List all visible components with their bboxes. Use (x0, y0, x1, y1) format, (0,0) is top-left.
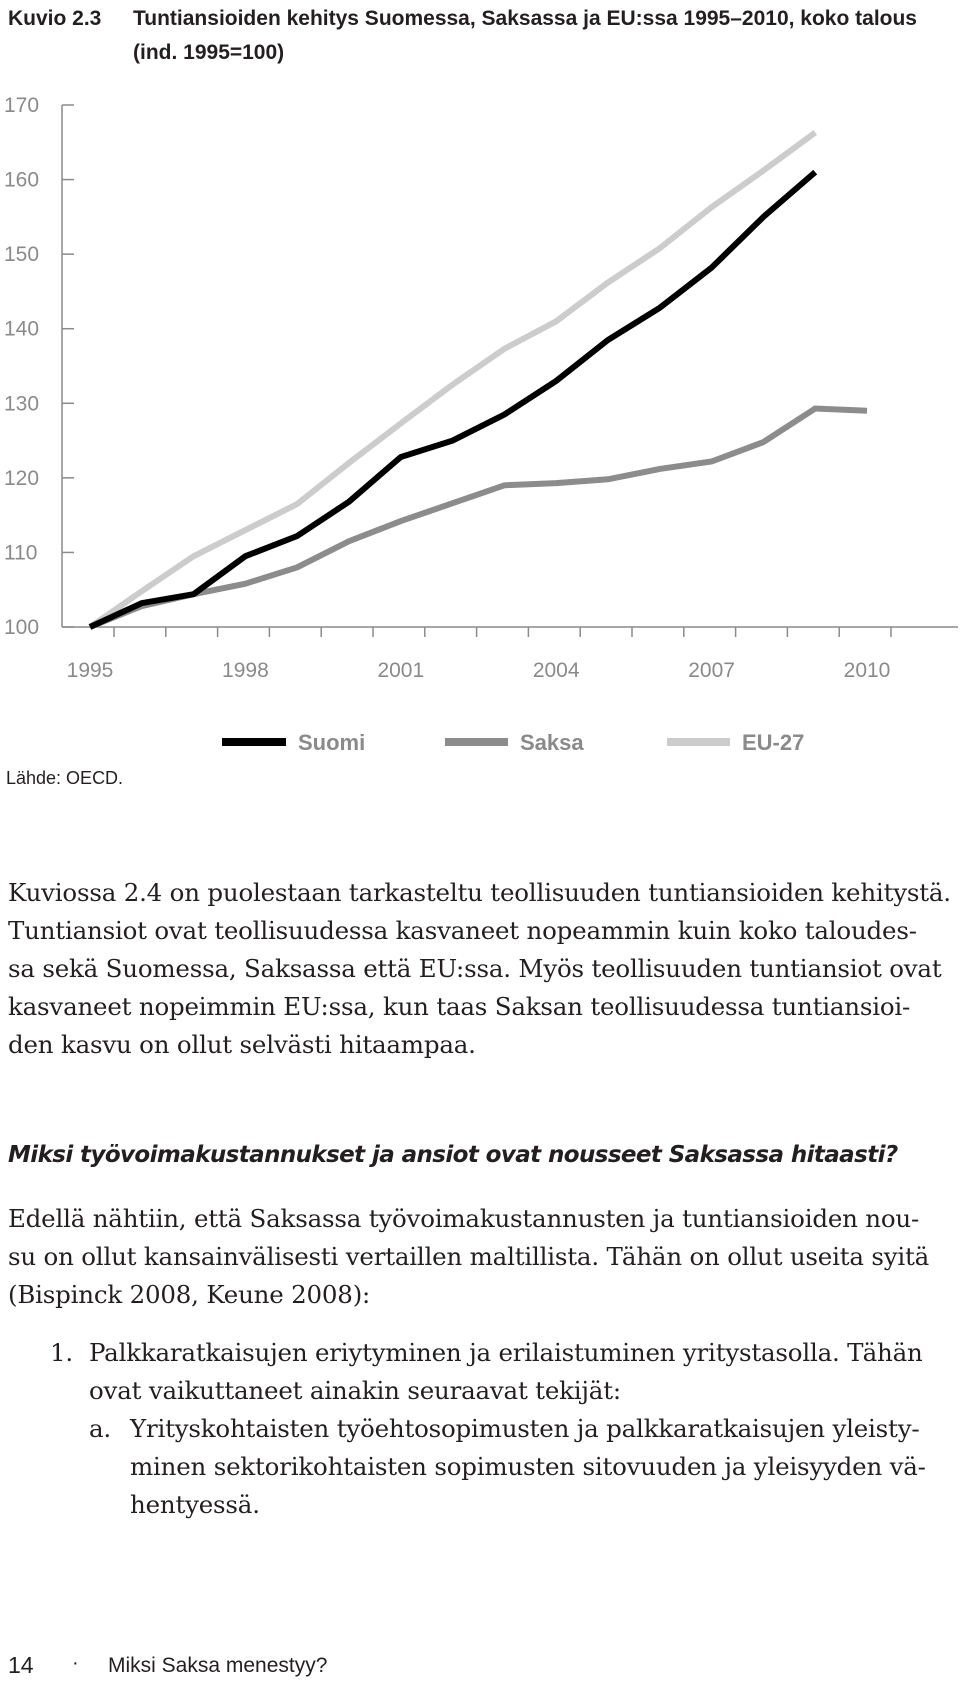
y-tick-label: 120 (4, 466, 40, 490)
paragraph-1-line: den kasvu on ollut selvästi hitaampaa. (8, 1030, 476, 1059)
footer-separator: · (72, 1652, 79, 1674)
figure-title: Tuntiansioiden kehitys Suomessa, Saksassa ja EU:ssa 1995–2010, koko talous (ind. 1995=100) (133, 7, 917, 64)
list-item-line: Palkkaratkaisujen eriytyminen ja erilaistuminen yritystasolla. Tähän (89, 1338, 923, 1367)
sub-list-item-line: minen sektorikohtaisten sopimusten sitovuuden ja yleisyyden vä- (130, 1452, 926, 1481)
list-item-line: ovat vaikuttaneet ainakin seuraavat tekijät: (89, 1376, 621, 1405)
legend-label-eu-27: EU-27 (742, 730, 805, 755)
paragraph-1 (8, 874, 960, 1064)
paragraph-1-line: sa sekä Suomessa, Saksassa että EU:ssa. Myös teollisuuden tuntiansiot ovat (8, 954, 942, 983)
y-tick-label: 130 (4, 392, 40, 416)
x-axis-tick-labels (67, 659, 891, 682)
x-tick-label: 2001 (377, 659, 425, 682)
chart-legend (222, 730, 804, 755)
line-chart (0, 85, 960, 775)
x-tick-label: 1998 (222, 659, 269, 682)
x-tick-label: 1995 (66, 659, 114, 682)
x-tick-label: 2010 (843, 659, 891, 682)
y-tick-label: 140 (4, 317, 40, 341)
legend-label-saksa: Saksa (520, 730, 584, 755)
y-axis-tick-labels (4, 94, 39, 639)
paragraph-2-line: (Bispinck 2008, Keune 2008): (8, 1280, 371, 1309)
y-tick-label: 160 (4, 168, 40, 192)
list-item-marker: 1. (50, 1338, 73, 1367)
running-title: Miksi Saksa menestyy? (108, 1654, 328, 1677)
series-line-suomi (90, 172, 815, 627)
paragraph-2-line: Edellä nähtiin, että Saksassa työvoimakustannusten ja tuntiansioiden nou- (8, 1204, 920, 1233)
paragraph-1-line: Kuviossa 2.4 on puolestaan tarkasteltu teollisuuden tuntiansioiden kehitystä. (8, 878, 951, 907)
x-tick-label: 2004 (532, 659, 580, 682)
y-tick-label: 100 (4, 616, 40, 639)
sub-list-item-line: Yrityskohtaisten työehtosopimusten ja palkkaratkaisujen yleisty- (130, 1414, 920, 1443)
paragraph-1-line: Tuntiansiot ovat teollisuudessa kasvaneet nopeammin kuin koko taloudes- (8, 916, 917, 945)
sub-list-item-marker: a. (89, 1414, 111, 1443)
y-tick-label: 170 (4, 94, 40, 117)
y-tick-label: 150 (4, 243, 40, 267)
page-number: 14 (8, 1652, 34, 1678)
section-heading: Miksi työvoimakustannukset ja ansiot ovat nousseet Saksassa hitaasti? (8, 1142, 898, 1168)
sub-list-item-line: hentyessä. (130, 1490, 260, 1519)
x-tick-label: 2007 (688, 659, 735, 682)
series-line-saksa (90, 409, 867, 628)
y-tick-label: 110 (4, 541, 38, 565)
figure-number: Kuvio 2.3 (8, 7, 102, 30)
figure-source: Lähde: OECD. (6, 768, 124, 788)
series-line-eu-27 (90, 133, 815, 627)
paragraph-1-line: kasvaneet nopeimmin EU:ssa, kun taas Saksan teollisuudessa tuntiansioi- (8, 992, 911, 1021)
legend-label-suomi: Suomi (298, 730, 366, 755)
paragraph-2-line: su on ollut kansainvälisesti vertaillen maltillista. Tähän on ollut useita syitä (8, 1242, 930, 1271)
chart-series (90, 133, 867, 627)
paragraph-2 (8, 1200, 960, 1314)
